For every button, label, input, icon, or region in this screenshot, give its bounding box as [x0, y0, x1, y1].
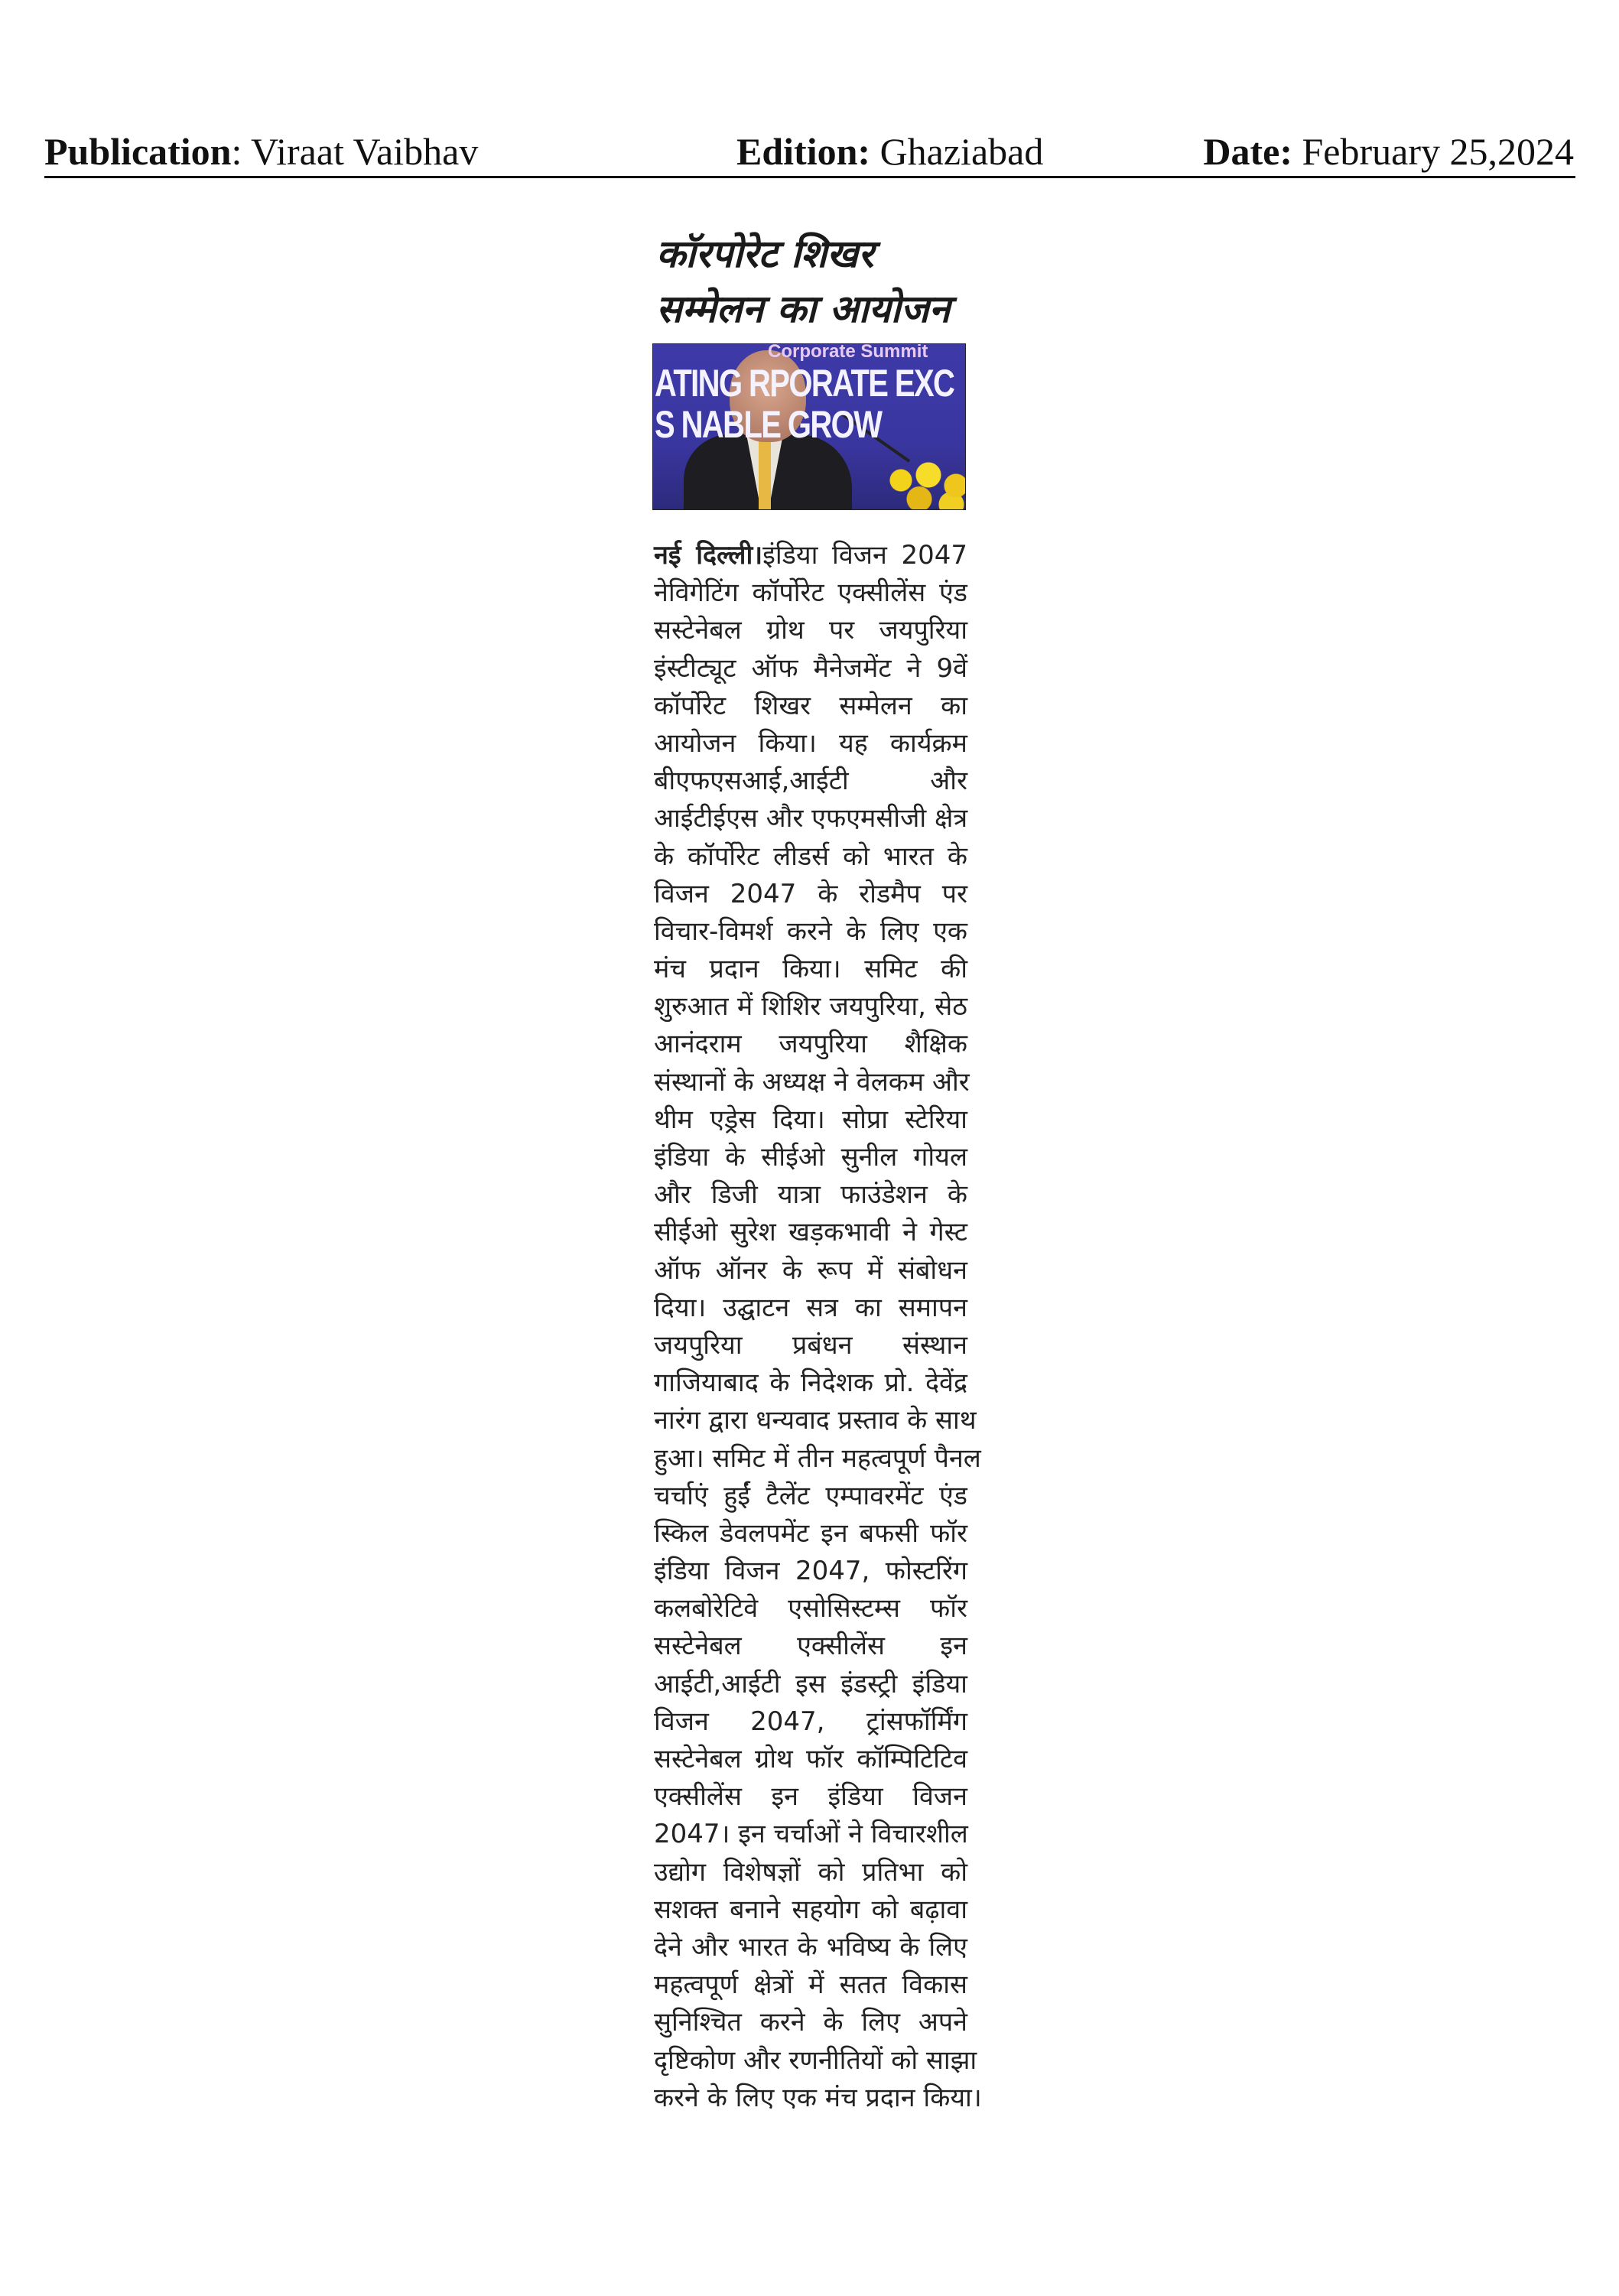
- body-line: चर्चाएं हुईं टैलेंट एम्पावरमेंट एंड: [654, 1480, 967, 1511]
- body-line: एक्सीलेंस इन इंडिया विजन: [654, 1781, 967, 1813]
- body-line: जयपुरिया प्रबंधन संस्थान: [654, 1329, 967, 1361]
- photo-banner-line: ATING RPORATE EXC: [655, 362, 954, 405]
- body-line: स्किल डेवलपमेंट इन बफसी फॉर: [654, 1517, 967, 1549]
- body-line: संस्थानों के अध्यक्ष ने वेलकम और: [654, 1066, 970, 1098]
- body-line: करने के लिए एक मंच प्रदान किया।: [654, 2082, 982, 2113]
- body-line: कॉर्पोरेट शिखर सम्मेलन का: [654, 690, 967, 721]
- body-line: आनंदराम जयपुरिया शैक्षिक: [654, 1029, 967, 1060]
- edition: Edition: Ghaziabad: [736, 130, 1044, 173]
- body-line: 2047। इन चर्चाओं ने विचारशील: [654, 1819, 968, 1850]
- body-line: विचार-विमर्श करने के लिए एक: [654, 915, 967, 947]
- body-line: विजन 2047 के रोडमैप पर: [654, 878, 967, 909]
- body-line: थीम एड्रेस दिया। सोप्रा स्टेरिया: [654, 1104, 967, 1135]
- body-line: विजन 2047, ट्रांसफॉर्मिंग: [654, 1706, 967, 1737]
- article-photo: [652, 343, 966, 510]
- speaker-tie: [759, 440, 771, 510]
- body-line: नई दिल्ली।इंडिया विजन 2047: [654, 540, 967, 571]
- body-line: इंस्टीट्यूट ऑफ मैनेजमेंट ने 9वें: [654, 652, 967, 684]
- body-line: महत्वपूर्ण क्षेत्रों में सतत विकास: [654, 1969, 967, 2001]
- body-line: गाजियाबाद के निदेशक प्रो. देवेंद्र: [654, 1368, 967, 1399]
- body-line: देने और भारत के भविष्य के लिए: [654, 1931, 967, 1963]
- body-line: हुआ। समिट में तीन महत्वपूर्ण पैनल: [654, 1442, 981, 1474]
- body-line: आयोजन किया। यह कार्यक्रम: [654, 727, 967, 759]
- headline-line: सम्मेलन का आयोजन: [656, 287, 951, 331]
- article-body: [654, 537, 982, 2117]
- body-line: दिया। उद्घाटन सत्र का समापन: [654, 1292, 967, 1323]
- body-line: नारंग द्वारा धन्यवाद प्रस्ताव के साथ: [654, 1405, 977, 1436]
- photo-banner-line: S NABLE GROW: [655, 403, 882, 446]
- body-line: बीएफएसआई,आईटी और: [654, 766, 967, 797]
- photo-banner-top: Corporate Summit: [768, 343, 928, 362]
- clipping-header: [44, 128, 1574, 174]
- body-line: आईटीईएस और एफएमसीजी क्षेत्र: [654, 803, 968, 834]
- body-line: सुनिश्चित करने के लिए अपने: [654, 2007, 967, 2038]
- header-divider: [44, 176, 1575, 178]
- body-line: सशक्त बनाने सहयोग को बढ़ावा: [654, 1894, 967, 1925]
- body-line: आईटी,आईटी इस इंडस्ट्री इंडिया: [654, 1668, 967, 1699]
- body-line: शुरुआत में शिशिर जयपुरिया, सेठ: [654, 991, 967, 1023]
- body-line: इंडिया विजन 2047, फोस्टरिंग: [654, 1556, 967, 1587]
- body-line: सस्टेनेबल एक्सीलेंस इन: [654, 1631, 967, 1662]
- body-line: के कॉर्पोरेट लीडर्स को भारत के: [654, 841, 967, 872]
- body-line: ऑफ ऑनर के रूप में संबोधन: [654, 1254, 967, 1286]
- body-line: दृष्टिकोण और रणनीतियों को साझा: [654, 2044, 977, 2076]
- headline-line: कॉरपोरेट शिखर: [656, 232, 874, 276]
- flowers: [883, 459, 966, 510]
- body-line: सस्टेनेबल ग्रोथ फॉर कॉम्पिटिटिव: [654, 1744, 967, 1774]
- date: Date: February 25,2024: [1203, 130, 1574, 173]
- body-line: इंडिया के सीईओ सुनील गोयल: [654, 1142, 967, 1172]
- body-line: नेविगेटिंग कॉर्पोरेट एक्सीलेंस एंड: [654, 577, 967, 609]
- body-line: और डिजी यात्रा फाउंडेशन के: [654, 1179, 967, 1211]
- body-line: उद्योग विशेषज्ञों को प्रतिभा को: [654, 1856, 967, 1888]
- dateline: नई दिल्ली।: [654, 540, 763, 571]
- body-line: मंच प्रदान किया। समिट की: [654, 954, 967, 985]
- publication: Publication: Viraat Vaibhav: [44, 130, 479, 173]
- body-line: कलबोरेटिवे एसोसिस्टम्स फॉर: [654, 1593, 967, 1624]
- body-line: सीईओ सुरेश खड़कभावी ने गेस्ट: [654, 1217, 967, 1248]
- body-line: सस्टेनेबल ग्रोथ पर जयपुरिया: [654, 615, 967, 646]
- article-headline: [656, 226, 977, 337]
